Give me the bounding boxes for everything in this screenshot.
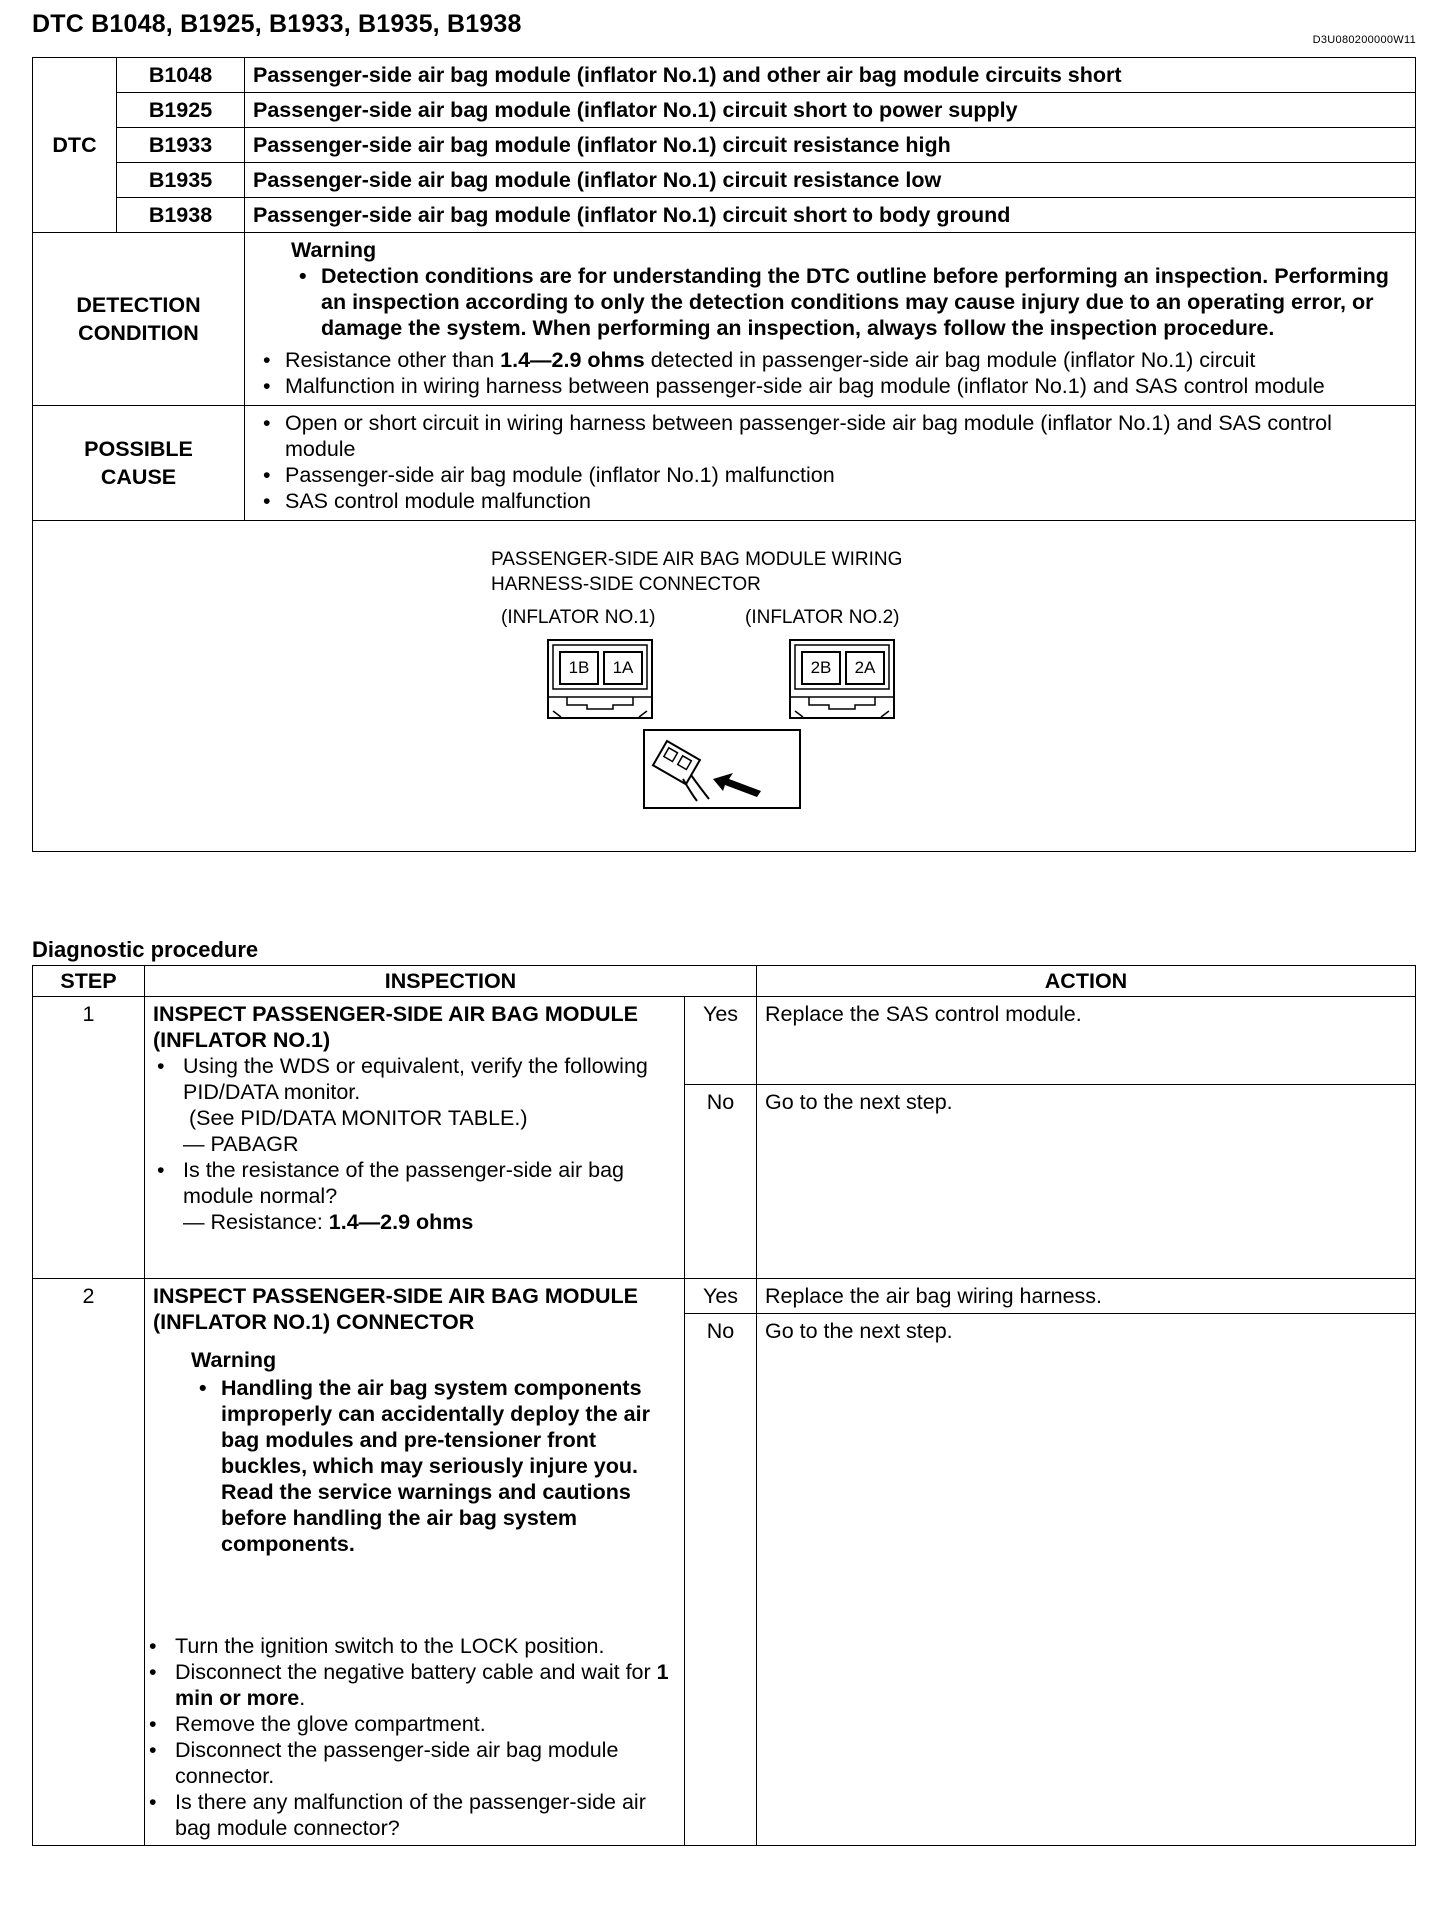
inspection-item: • Disconnect the negative battery cable and wait for 1 min or more. (135, 1659, 676, 1711)
dtc-row (33, 198, 1416, 233)
pin-1b: 1B (559, 651, 599, 685)
section-title: Diagnostic procedure (32, 937, 259, 962)
warning-text: • Detection conditions are for understanding the DTC outline before performing an inspection. Performing an inspection according to only the detection conditions may cause injury due to an operating error, or damage the system. When performing an inspection, always follow the inspection procedure. (291, 263, 1405, 341)
inflator-2-connector (789, 639, 895, 719)
action-header: ACTION (757, 966, 1416, 997)
step-header: STEP (33, 966, 145, 997)
dtc-row (33, 128, 1416, 163)
inspection-item: • Turn the ignition switch to the LOCK position. (135, 1633, 676, 1659)
warning-title: Warning (191, 1348, 277, 1372)
detection-item: • Malfunction in wiring harness between passenger-side air bag module (inflator No.1) and SAS control module (255, 373, 1405, 399)
dtc-description: Passenger-side air bag module (inflator No.1) circuit short to power supply (245, 93, 1416, 128)
inflator-2-label: (INFLATOR NO.2) (745, 607, 900, 628)
step-row (33, 1279, 1416, 1314)
possible-cause-row (33, 406, 1416, 521)
warning-title: Warning (291, 238, 377, 262)
no-action: Go to the next step. (757, 1085, 1416, 1279)
yes-label: Yes (685, 997, 757, 1085)
document-code: D3U080200000W11 (1312, 34, 1416, 46)
step-row (33, 997, 1416, 1085)
warning-text: • Handling the air bag system components improperly can accidentally deploy the air bag modules and pre-tensioner front buckles, which may seriously injure you. Read the service warnings and cautions before handling the air bag system components. (191, 1375, 676, 1557)
dtc-row (33, 93, 1416, 128)
inspection-item: • Is the resistance of the passenger-side air bag module normal? — Resistance: 1.4—2.9 ohms (143, 1157, 676, 1235)
page-title: DTC B1048, B1925, B1933, B1935, B1938 (32, 10, 522, 38)
pin-1a: 1A (603, 651, 643, 685)
inspection-cell (145, 997, 685, 1279)
inspection-item: • Remove the glove compartment. (135, 1711, 676, 1737)
diagnostic-table (32, 965, 1416, 1846)
possible-cause-content (245, 406, 1416, 521)
cause-item: • Passenger-side air bag module (inflator No.1) malfunction (255, 462, 1405, 488)
possible-cause-label: POSSIBLE CAUSE (33, 406, 245, 521)
no-label: No (685, 1085, 757, 1279)
figure-row (33, 521, 1416, 852)
pin-2b: 2B (801, 651, 841, 685)
dtc-code: B1938 (117, 198, 245, 233)
warning-box (291, 237, 1405, 341)
dtc-code: B1935 (117, 163, 245, 198)
dtc-description: Passenger-side air bag module (inflator No.1) circuit resistance high (245, 128, 1416, 163)
header-row (33, 966, 1416, 997)
inspection-cell (145, 1279, 685, 1846)
no-action: Go to the next step. (757, 1314, 1416, 1846)
dtc-code: B1048 (117, 58, 245, 93)
dtc-description: Passenger-side air bag module (inflator No.1) and other air bag module circuits short (245, 58, 1416, 93)
warning-box (191, 1347, 676, 1557)
inflator-1-connector (547, 639, 653, 719)
inspection-item: • Is there any malfunction of the passenger-side air bag module connector? (135, 1789, 676, 1841)
step-number: 1 (33, 997, 145, 1279)
dtc-code: B1925 (117, 93, 245, 128)
connector-figure (33, 521, 1416, 852)
cause-item: • Open or short circuit in wiring harness between passenger-side air bag module (inflator No.1) and SAS control module (255, 410, 1405, 462)
figure-title: PASSENGER-SIDE AIR BAG MODULE WIRING HARNESS-SIDE CONNECTOR (491, 549, 903, 595)
yes-action: Replace the air bag wiring harness. (757, 1279, 1416, 1314)
connector-probe-icon (643, 729, 801, 809)
dtc-row (33, 163, 1416, 198)
dtc-table (32, 57, 1416, 852)
yes-label: Yes (685, 1279, 757, 1314)
detection-item: • Resistance other than 1.4—2.9 ohms detected in passenger-side air bag module (inflator No.1) circuit (255, 347, 1405, 373)
dtc-description: Passenger-side air bag module (inflator No.1) circuit short to body ground (245, 198, 1416, 233)
step-number: 2 (33, 1279, 145, 1846)
yes-action: Replace the SAS control module. (757, 997, 1416, 1085)
inflator-1-label: (INFLATOR NO.1) (501, 607, 656, 628)
dtc-row (33, 58, 1416, 93)
inspection-title: INSPECT PASSENGER-SIDE AIR BAG MODULE (INFLATOR NO.1) CONNECTOR (153, 1284, 638, 1334)
cause-item: • SAS control module malfunction (255, 488, 1405, 514)
inspection-title: INSPECT PASSENGER-SIDE AIR BAG MODULE (INFLATOR NO.1) (153, 1002, 638, 1052)
inspection-item: • Using the WDS or equivalent, verify the following PID/DATA monitor. (See PID/DATA MONITOR TABLE.) — PABAGR (143, 1053, 676, 1157)
inspection-header: INSPECTION (145, 966, 757, 997)
dtc-label: DTC (33, 58, 117, 233)
detection-condition-row (33, 233, 1416, 406)
dtc-code: B1933 (117, 128, 245, 163)
dtc-description: Passenger-side air bag module (inflator No.1) circuit resistance low (245, 163, 1416, 198)
pin-2a: 2A (845, 651, 885, 685)
detection-condition-label: DETECTION CONDITION (33, 233, 245, 406)
no-label: No (685, 1314, 757, 1846)
detection-condition-content (245, 233, 1416, 406)
inspection-item: • Disconnect the passenger-side air bag module connector. (135, 1737, 676, 1789)
